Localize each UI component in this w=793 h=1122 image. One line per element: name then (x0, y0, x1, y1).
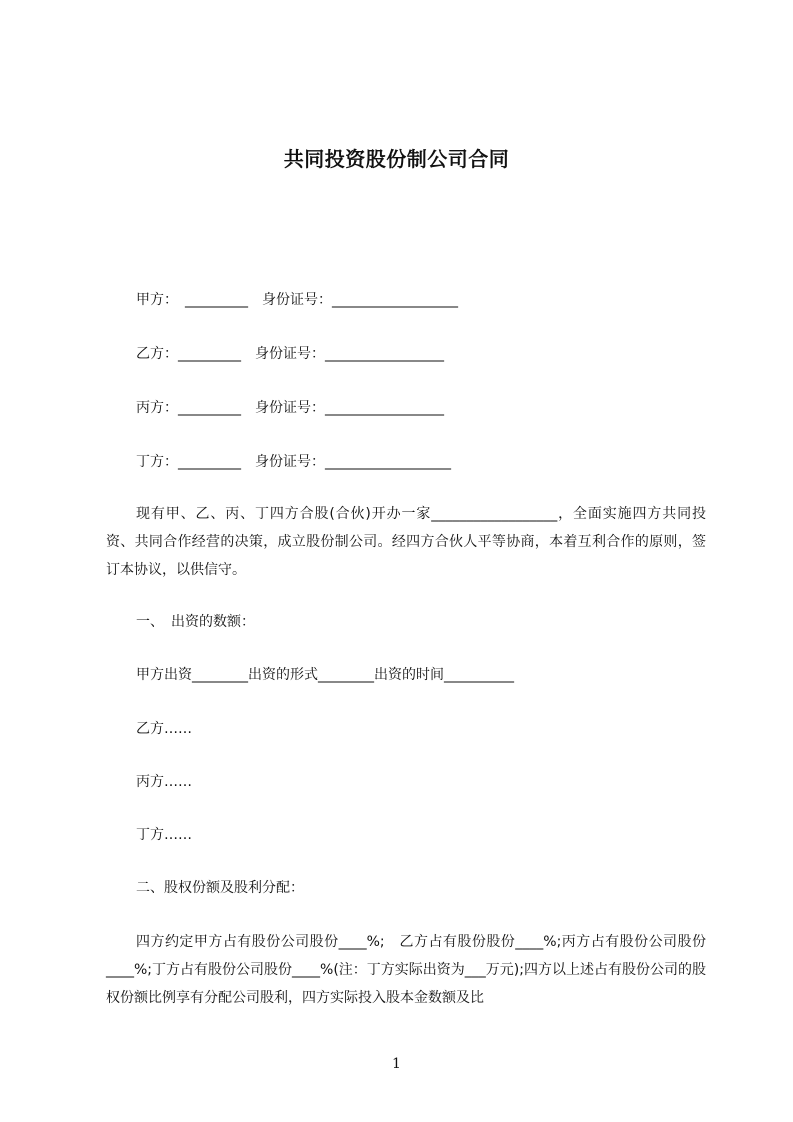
intro-paragraph: 现有甲、乙、丙、丁四方合股(合伙)开办一家__________________，全面实施四方共同投资、共同合作经营的决策，成立股份制公司。经四方合伙人平等协商，本着互利合作的原则，签订本协议，以供信守。 (106, 506, 706, 578)
contribution-bing: 丙方…… (136, 774, 192, 790)
contribution-jia: 甲方出资________出资的形式________出资的时间__________ (136, 667, 514, 683)
party-ding-line: 丁方：_________ 身份证号：__________________ (136, 454, 451, 470)
party-yi-line: 乙方：_________ 身份证号：_________________ (136, 346, 444, 362)
contribution-ding: 丁方…… (136, 827, 192, 843)
document-title: 共同投资股份制公司合同 (283, 147, 510, 171)
section1-heading: 一、 出资的数额： (136, 614, 255, 630)
page-number: 1 (392, 1056, 401, 1072)
contribution-yi: 乙方…… (136, 721, 192, 737)
section2-paragraph: 四方约定甲方占有股份公司股份____%; 乙方占有股份股份____%;丙方占有股份公司股份____%;丁方占有股份公司股份____%(注：丁方实际出资为___万元);四方以上述占有股份公司的股权份额比例享有分配公司股利，四方实际投入股本金数额及比 (106, 934, 706, 1006)
section2-heading: 二、股权份额及股利分配： (136, 880, 304, 896)
party-bing-line: 丙方：_________ 身份证号：_________________ (136, 400, 444, 416)
party-jia-line: 甲方： _________ 身份证号：__________________ (136, 292, 458, 308)
